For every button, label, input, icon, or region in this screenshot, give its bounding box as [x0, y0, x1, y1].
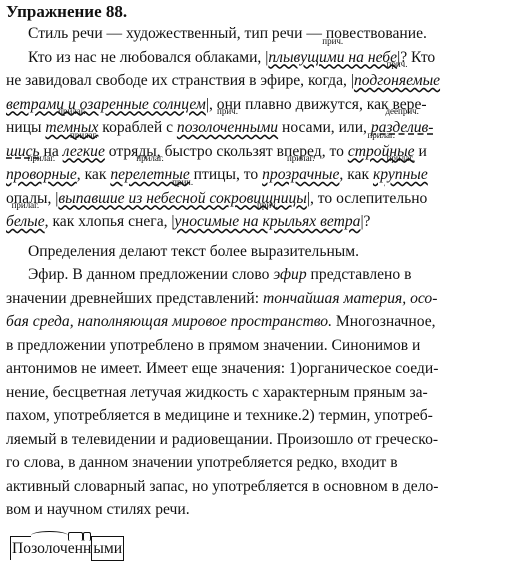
- text-line-1: Кто из нас не любовался облаками, |прич. плывущими на небе|? Кто: [6, 46, 512, 70]
- text-line-3: ветрами и озаренные солнцем|, они плавно движутся, как вере-: [6, 95, 427, 113]
- analysis-line-11: вом и научном стилях речи.: [6, 501, 190, 518]
- analysis-line-8: ляемый в телевидении и радиовещании. Произошло от греческо-: [6, 430, 439, 448]
- exercise-page: [6, 2, 512, 561]
- text-line-6: прилаг. проворные, как прилаг. перелетные птицы, то прилаг. прозрачные, как прилаг. крупные: [6, 163, 512, 187]
- text-line-7: опалы, |прич. выпавшие из небесной сокровищницы|, то ослепительно: [6, 187, 512, 211]
- morpheme-prefix: По: [10, 536, 31, 561]
- adjective-legkie: прилаг. легкие: [63, 140, 105, 164]
- participle-phrase-2-cont: ветрами и озаренные солнцем: [6, 95, 206, 113]
- text-line-2: не завидовал свободе их странствия в эфире, когда, |прич. подгоняемые: [6, 69, 512, 93]
- analysis-line-4: в предложении употреблено в прямом значении. Синонимов и: [6, 336, 421, 354]
- morpheme-suffix-2: н: [83, 537, 91, 561]
- text-line-4: ницы прилаг. темных кораблей с прич. позолоченными носами, или, дееприч. разделив-: [6, 116, 512, 140]
- analysis-line-1: Эфир. В данном предложении слово эфир представлено в: [28, 266, 412, 283]
- participle-pozolochennymi: прич. позолоченными: [177, 116, 278, 140]
- adjective-krupnye: прилаг. крупные: [373, 163, 428, 187]
- analysis-line-3: бая среда, наполняющая мировое пространство. Многозначное,: [6, 313, 436, 330]
- adjective-belye: прилаг. белые: [6, 210, 45, 234]
- participle-phrase-3: прич. выпавшие из небесной сокровищницы: [58, 187, 306, 211]
- adjective-provornye: прилаг. проворные: [6, 163, 77, 187]
- participle-phrase-4: прич. уносимые на крыльях ветра: [175, 210, 361, 234]
- text-line-8: прилаг. белые, как хлопья снега, |прич. уносимые на крыльях ветра|?: [6, 210, 512, 234]
- adjective-pereletnye: прилаг. перелетные: [110, 163, 189, 187]
- morpheme-ending: ыми: [91, 536, 124, 562]
- morpheme-analysis: [6, 536, 512, 562]
- analysis-line-2: значении древнейших представлений: тончайшая материя, осо-: [6, 289, 438, 307]
- exercise-title: Упражнение 88.: [6, 2, 128, 21]
- analysis-line-5: антонимов не имеет. Имеет еще значения: 1)органическое соеди-: [6, 360, 439, 377]
- participle-phrase-1: прич. плывущими на небе: [268, 46, 397, 70]
- analysis-line-6: нение, бесцветная летучая жидкость с характерным пряным за-: [6, 383, 428, 401]
- adjective-temnyh: прилаг. темных: [45, 116, 98, 140]
- gerund-razdelivshis: дееприч. разделив-: [371, 116, 434, 140]
- morpheme-root: золоч: [31, 537, 68, 561]
- participle-phrase-2: прич. подгоняемые: [354, 69, 440, 93]
- style-line: Стиль речи — художественный, тип речи — повествование.: [28, 25, 427, 42]
- analysis-line-7: пахом, употребляется в медицине и технике.2) термин, употреб-: [6, 407, 433, 424]
- text-line-5: шись на прилаг. легкие отряды, быстро скользят вперед, то прилаг. стройные и: [6, 140, 512, 164]
- analysis-line-9: го слова, в данном значении употребляется редко, входит в: [6, 454, 398, 471]
- morpheme-suffix-1: ен: [68, 537, 83, 561]
- adjective-stroynye: прилаг. стройные: [348, 140, 415, 164]
- adjective-prozrachnye: прилаг. прозрачные: [262, 163, 339, 187]
- definition-note: Определения делают текст более выразительным.: [28, 242, 360, 260]
- analysis-line-10: активный словарный запас, но употребляется в основном в дело-: [6, 477, 439, 495]
